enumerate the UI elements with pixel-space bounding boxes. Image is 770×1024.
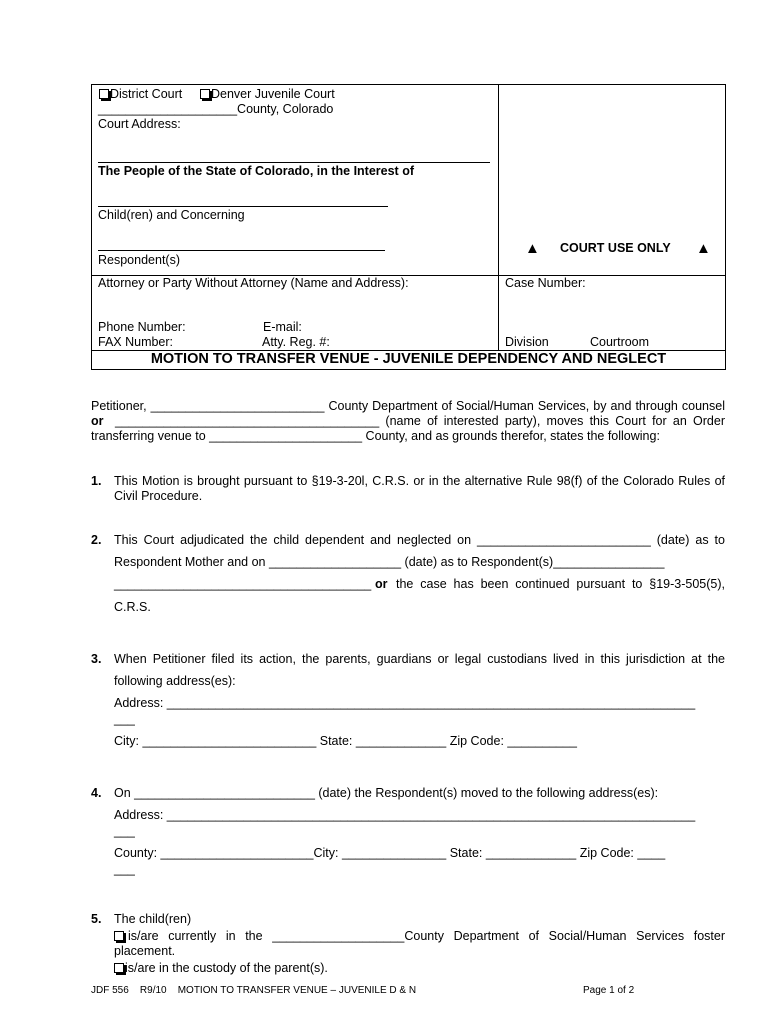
item-3-city-state-zip[interactable]: City: _________________________ State: _____________ Zip Code: __________: [114, 734, 577, 748]
item-1-line-1: This Motion is brought pursuant to §19-3-20l, C.R.S. or in the alternative Rule 98(f) of the Colorado Rules of: [114, 474, 725, 488]
item-2-line-4: C.R.S.: [114, 600, 151, 614]
checkbox-parent-custody[interactable]: [114, 963, 124, 973]
footer-page-number: Page 1 of 2: [583, 985, 635, 996]
email-label: E-mail:: [263, 320, 302, 334]
division-label: Division: [505, 335, 549, 349]
atty-reg-label: Atty. Reg. #:: [262, 335, 330, 349]
checkbox-foster-placement[interactable]: [114, 931, 124, 941]
arrow-up-icon: ▲: [696, 240, 711, 257]
phone-label: Phone Number:: [98, 320, 186, 334]
item-3-address-cont[interactable]: ___: [114, 712, 135, 726]
county-line: ____________________County, Colorado: [98, 102, 334, 116]
item-5-line-1: The child(ren): [114, 912, 192, 926]
item-3-address[interactable]: Address: ____________________________________________________________________________: [114, 696, 696, 710]
court-address-blank[interactable]: [98, 162, 490, 163]
item-2-line-1: This Court adjudicated the child dependent and neglected on _________________________ (date) as to: [114, 533, 725, 547]
checkbox-denver-juvenile-court[interactable]: [200, 89, 210, 99]
intro-line-1: Petitioner, _________________________ County Department of Social/Human Services, by and through counsel: [91, 399, 725, 413]
intro-or: or: [91, 414, 104, 428]
intro-line-3: transferring venue to ______________________ County, and as grounds therefor, states the following:: [91, 429, 660, 443]
item-4-address-cont[interactable]: ___: [114, 824, 135, 838]
court-use-only-label: COURT USE ONLY: [560, 241, 671, 255]
item-2-blank[interactable]: _____________________________________: [114, 577, 372, 591]
item-4-address[interactable]: Address: ____________________________________________________________________________: [114, 808, 696, 822]
item-4-line-1: On __________________________ (date) the Respondent(s) moved to the following address(es):: [114, 786, 659, 800]
checkbox-district-court[interactable]: [99, 89, 109, 99]
item-4-cont[interactable]: ___: [114, 862, 135, 876]
respondent-name-blank[interactable]: [98, 250, 385, 251]
child-name-blank[interactable]: [98, 206, 388, 207]
item-number-1: 1.: [91, 474, 102, 488]
court-option-denver-juvenile[interactable]: Denver Juvenile Court: [200, 87, 335, 101]
item-number-3: 3.: [91, 652, 102, 666]
respondent-label: Respondent(s): [98, 253, 180, 267]
document-title: MOTION TO TRANSFER VENUE - JUVENILE DEPENDENCY AND NEGLECT: [150, 351, 667, 367]
item-2-line-2: Respondent Mother and on ___________________ (date) as to Respondent(s)________________: [114, 555, 665, 569]
item-4-county-city-state-zip[interactable]: County: ______________________City: _______________ State: _____________ Zip Code: ____: [114, 846, 666, 860]
arrow-up-icon: ▲: [525, 240, 540, 257]
item-number-2: 2.: [91, 533, 102, 547]
fax-label: FAX Number:: [98, 335, 174, 349]
item-5-option-foster-cont: placement.: [114, 944, 176, 958]
item-2-line-3: the case has been continued pursuant to §19-3-505(5),: [396, 577, 725, 591]
item-number-5: 5.: [91, 912, 102, 926]
children-label: Child(ren) and Concerning: [98, 208, 245, 222]
item-2-or: or: [375, 577, 388, 591]
court-address-label: Court Address:: [98, 117, 181, 131]
people-heading: The People of the State of Colorado, in the Interest of: [98, 164, 414, 178]
courtroom-label: Courtroom: [590, 335, 650, 349]
court-option-district[interactable]: District Court: [99, 87, 182, 101]
footer-form-id: JDF 556 R9/10 MOTION TO TRANSFER VENUE – JUVENILE D & N: [91, 985, 417, 996]
attorney-label: Attorney or Party Without Attorney (Name and Address):: [98, 276, 409, 290]
item-1-line-2: Civil Procedure.: [114, 489, 203, 503]
intro-line-2: ______________________________________ (name of interested party), moves this Court for an Order: [115, 414, 725, 428]
item-3-line-2: following address(es):: [114, 674, 236, 688]
case-number-label: Case Number:: [505, 276, 586, 290]
item-5-option-custody[interactable]: is/are in the custody of the parent(s).: [114, 961, 328, 975]
item-3-line-1: When Petitioner filed its action, the parents, guardians or legal custodians lived in this jurisdiction at the: [114, 652, 725, 666]
item-number-4: 4.: [91, 786, 102, 800]
